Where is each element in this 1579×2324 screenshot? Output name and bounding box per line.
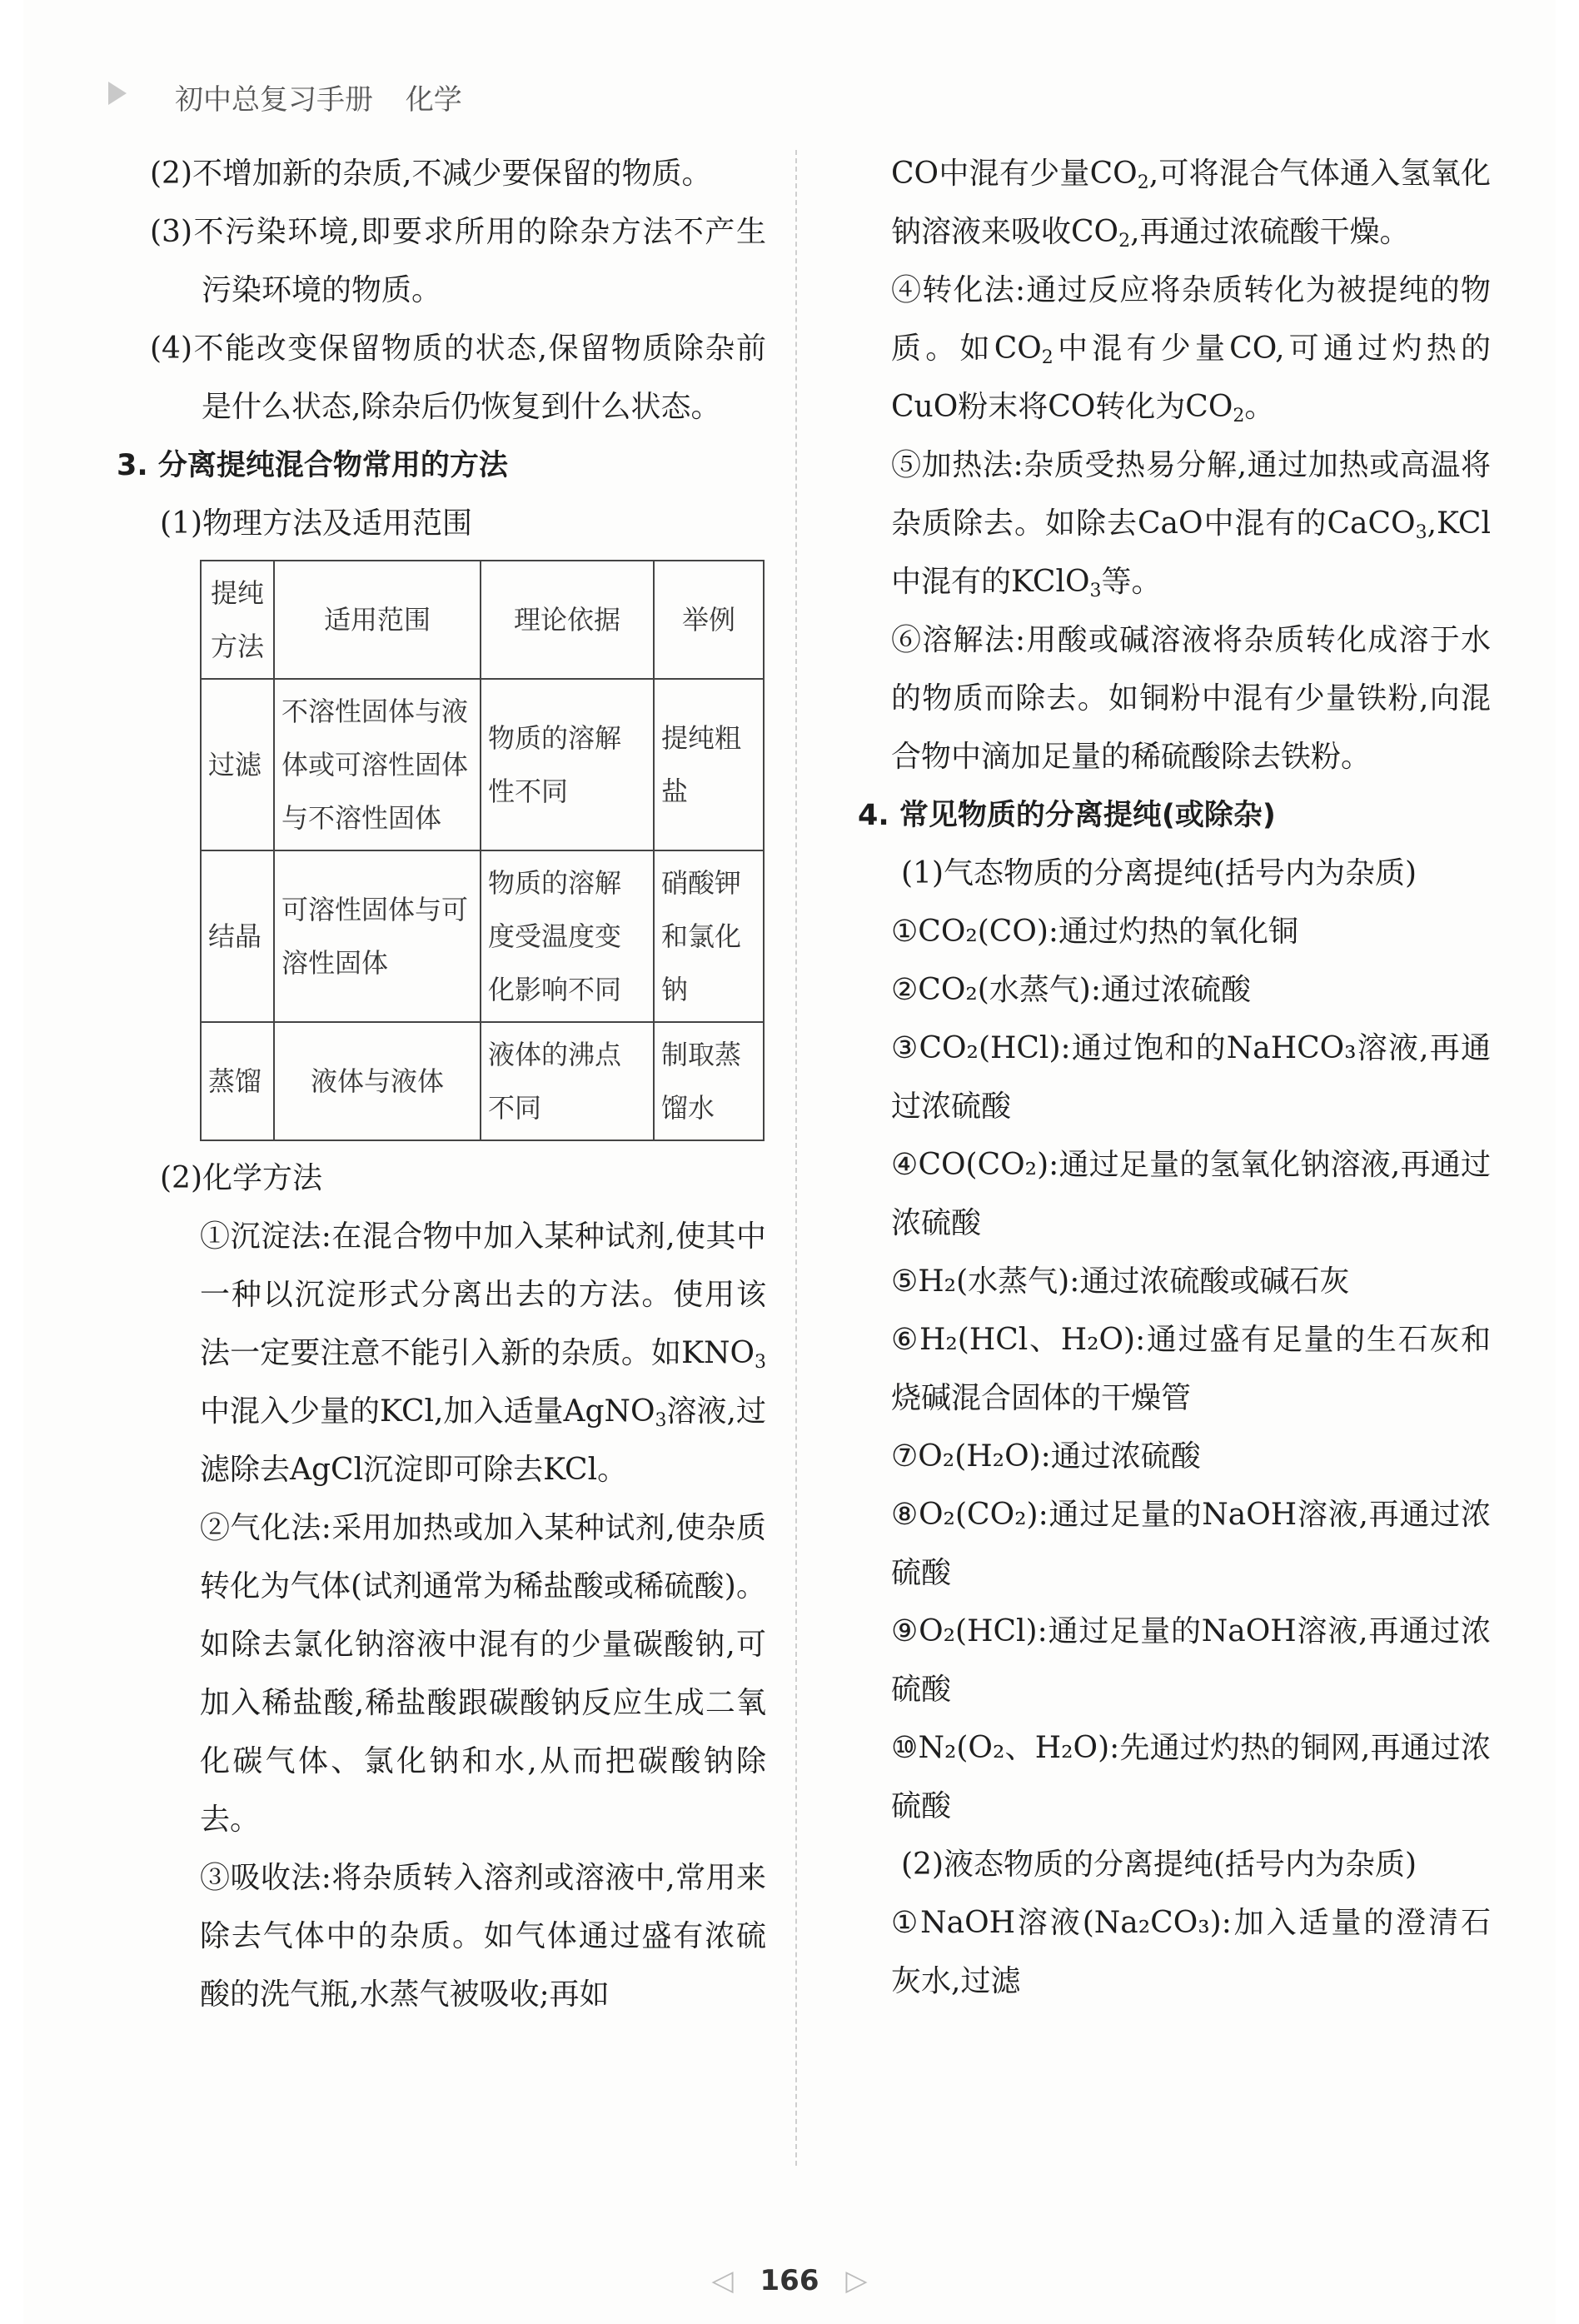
gaseous-separation-heading: (1)气态物质的分离提纯(括号内为杂质) <box>901 856 1417 890</box>
physical-methods-heading: (1)物理方法及适用范围 <box>160 506 472 541</box>
table-cell: 结晶 <box>201 850 274 1022</box>
table-header-row <box>201 561 764 679</box>
absorption-method-continued: CO中混有少量$CO_2$,可将混合气体通入氢氧化钠溶液来吸收$CO_2$,再通过浓硫酸干燥。 <box>891 157 1491 252</box>
page-footer <box>0 2264 1579 2297</box>
table-cell: 蒸馏 <box>201 1022 274 1140</box>
table-row <box>201 1022 764 1140</box>
gas-item: ⑦O₂(H₂O):通过浓硫酸 <box>891 1439 1201 1474</box>
table-cell: 液体与液体 <box>274 1022 481 1140</box>
principle-2: (2)不增加新的杂质,不减少要保留的物质。 <box>150 157 712 191</box>
table-cell: 提纯粗盐 <box>654 679 764 850</box>
gas-item: ③CO₂(HCl):通过饱和的NaHCO₃溶液,再通过浓硫酸 <box>891 1031 1491 1124</box>
principle-4: (4)不能改变保留物质的状态,保留物质除杂前是什么状态,除杂后仍恢复到什么状态。 <box>150 332 766 424</box>
gas-item: ①CO₂(CO):通过灼热的氧化铜 <box>891 915 1299 949</box>
table-cell: 硝酸钾和氯化钠 <box>654 850 764 1022</box>
table-cell: 不溶性固体与液体或可溶性固体与不溶性固体 <box>274 679 481 850</box>
table-cell: 物质的溶解度受温度变化影响不同 <box>481 850 654 1022</box>
physical-methods-table <box>200 560 765 1141</box>
table-header-cell: 理论依据 <box>481 561 654 679</box>
book-title: 初中总复习手册 <box>175 83 373 117</box>
section-4-heading: 4. 常见物质的分离提纯(或除杂) <box>858 799 1276 832</box>
precipitation-method: ①沉淀法:在混合物中加入某种试剂,使其中一种以沉淀形式分离出去的方法。使用该法一定要注意不能引入新的杂质。如$KNO_3$中混入少量的KCl,加入适量AgNO$_3$溶液,过滤除去AgCl沉淀即可除去KCl。 <box>200 1219 766 1487</box>
left-column <box>117 145 766 2024</box>
table-row <box>201 679 764 850</box>
dissolution-method: ⑥溶解法:用酸或碱溶液将杂质转化成溶于水的物质而除去。如铜粉中混有少量铁粉,向混合物中滴加足量的稀硫酸除去铁粉。 <box>891 623 1491 774</box>
subject-label: 化学 <box>405 83 462 117</box>
column-divider <box>795 150 797 2166</box>
chemical-methods-heading: (2)化学方法 <box>160 1161 322 1195</box>
section-3-heading: 3. 分离提纯混合物常用的方法 <box>117 449 508 482</box>
conversion-method: ④转化法:通过反应将杂质转化为被提纯的物质。如$CO_2$中混有少量CO,可通过灼热的CuO粉末将CO转化为$CO_2$。 <box>891 273 1491 426</box>
table-cell: 液体的沸点不同 <box>481 1022 654 1140</box>
table-header-cell: 举例 <box>654 561 764 679</box>
table-header-cell: 适用范围 <box>274 561 481 679</box>
right-column <box>858 145 1491 2011</box>
gas-item: ⑤H₂(水蒸气):通过浓硫酸或碱石灰 <box>891 1264 1350 1299</box>
gas-item: ②CO₂(水蒸气):通过浓硫酸 <box>891 973 1251 1007</box>
table-row <box>201 850 764 1022</box>
table-header-cell: 提纯方法 <box>201 561 274 679</box>
heating-method: ⑤加热法:杂质受热易分解,通过加热或高温将杂质除去。如除去CaO中混有的CaCO$_3$,KCl中混有的KClO$_3$等。 <box>891 448 1491 601</box>
header-arrow-icon <box>108 82 127 105</box>
gas-item: ④CO(CO₂):通过足量的氢氧化钠溶液,再通过浓硫酸 <box>891 1148 1491 1240</box>
liquid-separation-heading: (2)液态物质的分离提纯(括号内为杂质) <box>901 1848 1417 1882</box>
table-cell: 制取蒸馏水 <box>654 1022 764 1140</box>
liquid-item: ①NaOH溶液(Na₂CO₃):加入适量的澄清石灰水,过滤 <box>891 1906 1491 1998</box>
gas-item: ⑩N₂(O₂、H₂O):先通过灼热的铜网,再通过浓硫酸 <box>891 1731 1491 1823</box>
table-cell: 过滤 <box>201 679 274 850</box>
next-triangle-icon: ▷ <box>845 2264 868 2297</box>
gas-item: ⑨O₂(HCl):通过足量的NaOH溶液,再通过浓硫酸 <box>891 1614 1491 1707</box>
page-number: 166 <box>760 2264 819 2297</box>
table-cell: 可溶性固体与可溶性固体 <box>274 850 481 1022</box>
absorption-method: ③吸收法:将杂质转入溶剂或溶液中,常用来除去气体中的杂质。如气体通过盛有浓硫酸的洗气瓶,水蒸气被吸收;再如 <box>200 1861 766 2012</box>
gasification-method: ②气化法:采用加热或加入某种试剂,使杂质转化为气体(试剂通常为稀盐酸或稀硫酸)。如除去氯化钠溶液中混有的少量碳酸钠,可加入稀盐酸,稀盐酸跟碳酸钠反应生成二氧化碳气体、氯化钠和水,从而把碳酸钠除去。 <box>200 1511 766 1837</box>
prev-triangle-icon: ◁ <box>711 2264 734 2297</box>
gas-item: ⑧O₂(CO₂):通过足量的NaOH溶液,再通过浓硫酸 <box>891 1498 1491 1590</box>
table-cell: 物质的溶解性不同 <box>481 679 654 850</box>
gas-item: ⑥H₂(HCl、H₂O):通过盛有足量的生石灰和烧碱混合固体的干燥管 <box>891 1323 1491 1415</box>
running-header <box>117 77 462 117</box>
principle-3: (3)不污染环境,即要求所用的除杂方法不产生污染环境的物质。 <box>150 215 766 307</box>
